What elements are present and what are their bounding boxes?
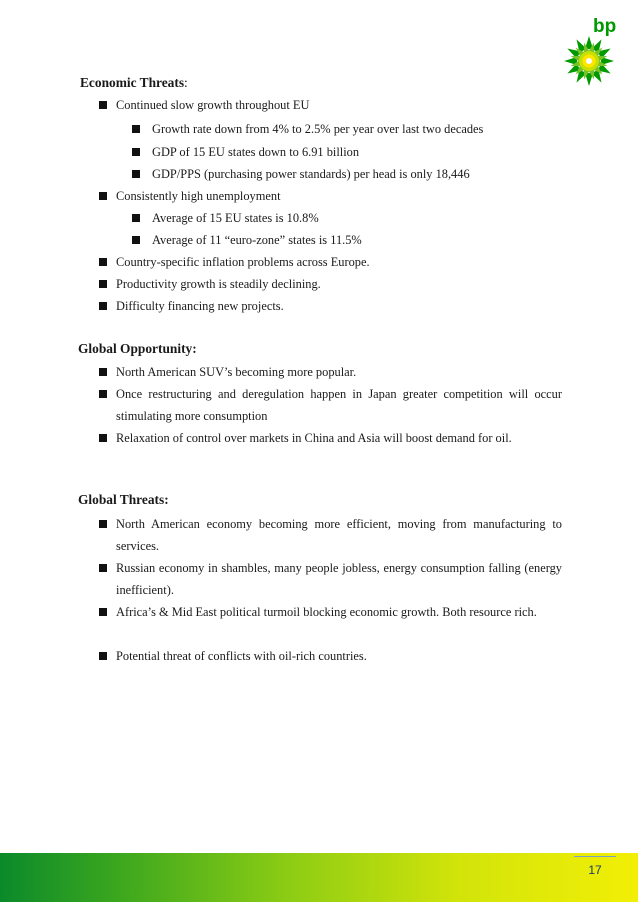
list-item: Productivity growth is steadily declining. [99,273,562,295]
bp-logo-text: bp [593,16,617,37]
list-item: Potential threat of conflicts with oil-rich countries. [99,645,562,667]
square-bullet-icon [99,520,107,528]
square-bullet-icon [99,652,107,660]
helios-mark [564,36,614,86]
square-bullet-icon [99,368,107,376]
square-bullet-icon [99,192,107,200]
square-bullet-icon [99,434,107,442]
list-item: Continued slow growth throughout EU [99,94,562,116]
section-heading-global-opportunity: Global Opportunity: [78,341,197,356]
list-item: GDP of 15 EU states down to 6.91 billion [132,141,562,163]
list-item: Consistently high unemployment [99,185,562,207]
square-bullet-icon [99,302,107,310]
list-item: North American SUV’s becoming more popular. [99,361,562,383]
square-bullet-icon [99,280,107,288]
list-item: Once restructuring and deregulation happen in Japan greater competition will occur stimulating more consumption [99,383,562,427]
list-item: Country-specific inflation problems across Europe. [99,251,562,273]
list-item: Relaxation of control over markets in China and Asia will boost demand for oil. [99,427,562,449]
list-item: Average of 15 EU states is 10.8% [132,207,562,229]
square-bullet-icon [99,101,107,109]
square-bullet-icon [132,125,140,133]
footer-gradient-band [0,853,638,902]
list-item: Growth rate down from 4% to 2.5% per year over last two decades [132,118,562,140]
list-item: Russian economy in shambles, many people jobless, energy consumption falling (energy inefficient). [99,557,562,601]
square-bullet-icon [99,608,107,616]
square-bullet-icon [132,236,140,244]
square-bullet-icon [99,390,107,398]
list-item: North American economy becoming more efficient, moving from manufacturing to services. [99,513,562,557]
square-bullet-icon [132,148,140,156]
section-heading-global-threats: Global Threats: [78,492,169,507]
bp-logo [555,16,623,88]
square-bullet-icon [132,214,140,222]
page-number: 17 [574,856,616,883]
square-bullet-icon [99,564,107,572]
list-item: GDP/PPS (purchasing power standards) per head is only 18,446 [132,163,562,185]
list-item: Average of 11 “euro-zone” states is 11.5% [132,229,562,251]
list-item: Africa’s & Mid East political turmoil blocking economic growth. Both resource rich. [99,601,562,623]
section-heading-economic-threats: Economic Threats: [80,75,188,90]
list-item: Difficulty financing new projects. [99,295,562,317]
square-bullet-icon [132,170,140,178]
square-bullet-icon [99,258,107,266]
